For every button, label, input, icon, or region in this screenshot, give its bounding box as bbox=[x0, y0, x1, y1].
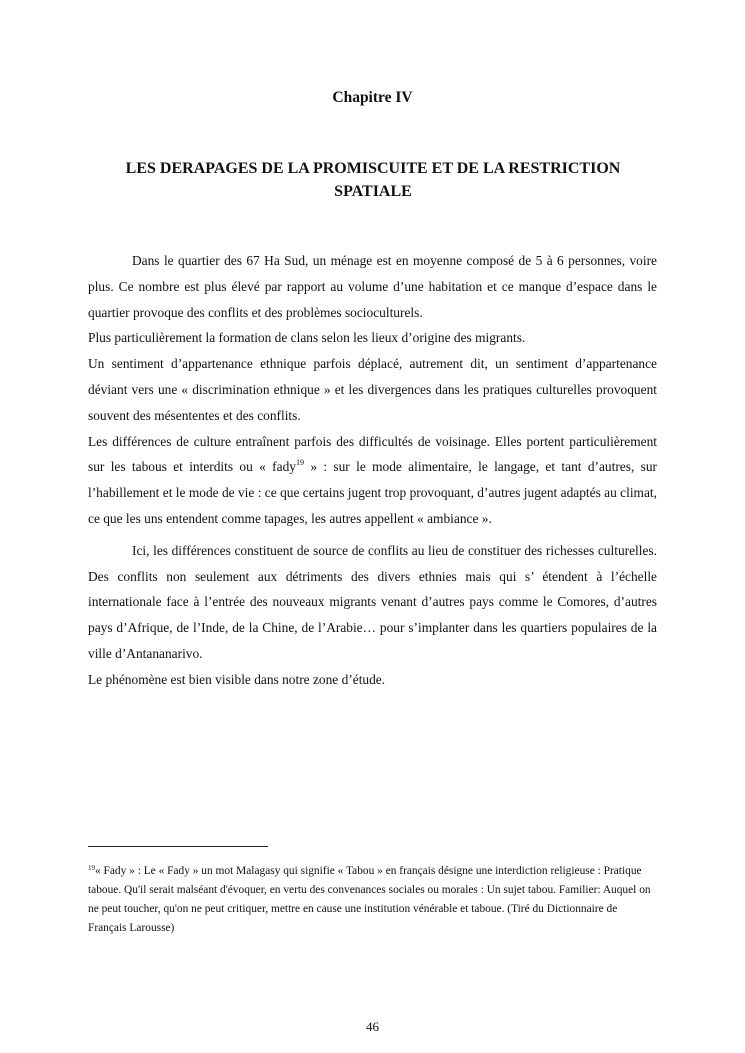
paragraph-2: Plus particulièrement la formation de clans selon les lieux d’origine des migrants. bbox=[88, 330, 526, 346]
footnote-text: « Fady » : Le « Fady » un mot Malagasy qui signifie « Tabou » en français désigne une interdiction religieuse : Pratique taboue. Qu'il serait malséant d'évoquer, en vertu des convenances sociales ou morales : Un sujet tabou. Familier: Auquel on ne peut toucher, qu'on ne peut critiquer, mettre en cause une institution vénérable et taboue. (Tiré du Dictionnaire de Français Larousse) bbox=[88, 865, 651, 934]
paragraph-4-text-end: » : sur le mode alimentaire, le langage, et tant d’autres, sur l’habillement et le mode de vie : ce que certains jugent trop provoquant, d’autres jugent adaptés au climat, ce que les uns entendent comme tapages, les autres appellent « ambiance ». bbox=[88, 459, 657, 526]
chapter-title-line-1: LES DERAPAGES DE LA PROMISCUITE ET DE LA RESTRICTION bbox=[125, 160, 621, 177]
body-text bbox=[88, 248, 657, 693]
paragraph-3: Un sentiment d’appartenance ethnique parfois déplacé, autrement dit, un sentiment d’appartenance déviant vers une « discrimination ethnique » et les divergences dans les pratiques culturelles provoquent souvent des mésententes et des conflits. bbox=[88, 356, 657, 423]
paragraph-4 bbox=[88, 429, 657, 532]
paragraph-5: Ici, les différences constituent de source de conflits au lieu de constituer des richesses culturelles. Des conflits non seulement aux détriments des divers ethnies mais qui s’ étendent à l’échelle internationale face à l’entrée des nouveaux migrants venant d’autres pays comme le Comores, d’autres pays d’Afrique, de l’Inde, de la Chine, de l’Arabie… pour s’implanter dans les quartiers populaires de la ville d’Antananarivo. bbox=[88, 542, 657, 661]
chapter-title-line-2: SPATIALE bbox=[334, 183, 412, 200]
paragraph-4-text-start: Les différences de culture entraînent parfois des difficultés de voisinage. Elles portent particulièrement sur les tabous et interdits ou « fady bbox=[88, 433, 657, 475]
paragraph-1: Dans le quartier des 67 Ha Sud, un ménage est en moyenne composé de 5 à 6 personnes, voire plus. Ce nombre est plus élevé par rapport au volume d’une habitation et ce manque d’espace dans le quartier provoque des conflits et des problèmes socioculturels. bbox=[88, 253, 657, 320]
footnote-separator bbox=[88, 846, 268, 847]
paragraph-6: Le phénomène est bien visible dans notre zone d’étude. bbox=[88, 671, 386, 687]
footnote bbox=[88, 862, 658, 938]
footnote-marker: 19 bbox=[88, 864, 95, 872]
chapter-title bbox=[88, 157, 658, 203]
footnote-reference[interactable]: 19 bbox=[295, 458, 304, 468]
chapter-heading: Chapitre IV bbox=[332, 89, 413, 106]
page-number: 46 bbox=[366, 1019, 379, 1034]
